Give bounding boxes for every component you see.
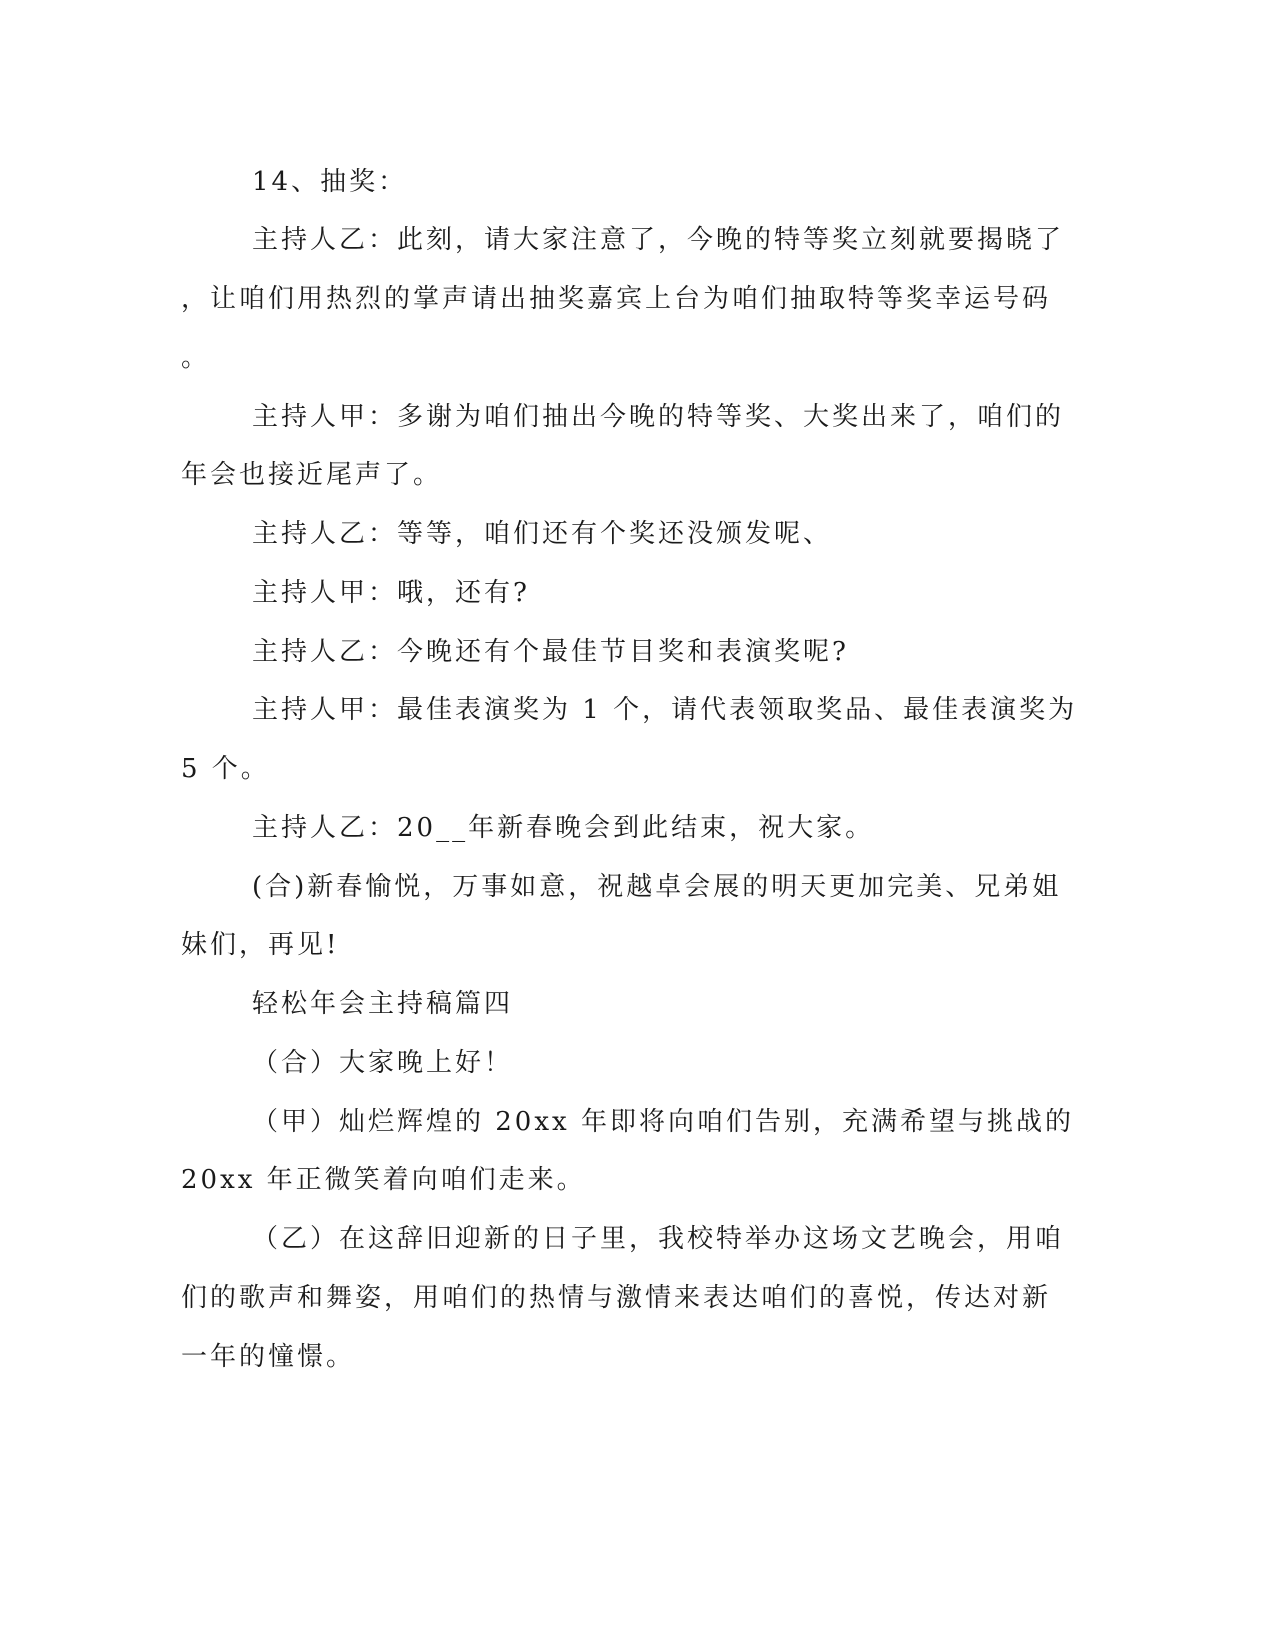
- text-line: 主持人甲：哦，还有?: [252, 578, 530, 608]
- text-line: 主持人乙：等等，咱们还有个奖还没颁发呢、: [252, 519, 833, 549]
- section-heading: 轻松年会主持稿篇四: [252, 989, 514, 1019]
- text-line: 主持人甲：多谢为咱们抽出今晚的特等奖、大奖出来了，咱们的: [252, 402, 1065, 432]
- text-line: 主持人乙：今晚还有个最佳节目奖和表演奖呢?: [252, 637, 849, 667]
- text-line: （合）大家晚上好！: [252, 1048, 514, 1078]
- text-line: 主持人甲：最佳表演奖为 1 个，请代表领取奖品、最佳表演奖为: [252, 695, 1078, 725]
- text-line: 。: [181, 343, 211, 373]
- text-line: 14、抽奖：: [252, 167, 408, 197]
- text-line: （乙）在这辞旧迎新的日子里，我校特举办这场文艺晚会，用咱: [252, 1224, 1065, 1254]
- text-line: (合)新春愉悦，万事如意，祝越卓会展的明天更加完美、兄弟姐: [252, 872, 1062, 902]
- text-line: 5 个。: [181, 754, 270, 784]
- text-line: ，让咱们用热烈的掌声请出抽奖嘉宾上台为咱们抽取特等奖幸运号码: [181, 284, 1052, 314]
- text-line: （甲）灿烂辉煌的 20xx 年即将向咱们告别，充满希望与挑战的: [252, 1107, 1074, 1137]
- text-line: 20xx 年正微笑着向咱们走来。: [181, 1165, 586, 1195]
- text-line: 们的歌声和舞姿，用咱们的热情与激情来表达咱们的喜悦，传达对新: [181, 1283, 1052, 1313]
- text-line: 一年的憧憬。: [181, 1342, 356, 1372]
- text-line: 年会也接近尾声了。: [181, 460, 443, 490]
- text-line: 主持人乙：20__年新春晚会到此结束，祝大家。: [252, 813, 875, 843]
- text-line: 主持人乙：此刻，请大家注意了，今晚的特等奖立刻就要揭晓了: [252, 225, 1065, 255]
- text-line: 妹们，再见!: [181, 930, 340, 960]
